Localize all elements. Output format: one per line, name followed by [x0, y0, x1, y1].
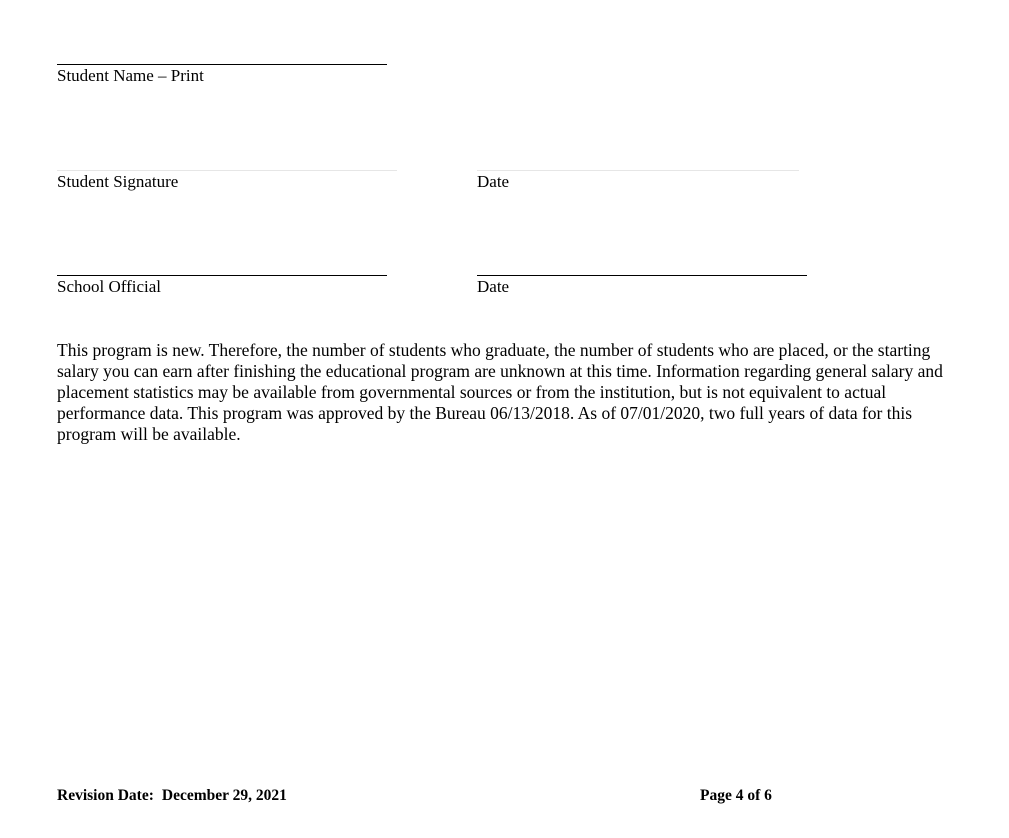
revision-date-value: December 29, 2021	[161, 787, 287, 804]
student-signature-label: Student Signature	[57, 172, 179, 191]
official-date-label: Date	[477, 277, 510, 296]
school-official-label: School Official	[57, 277, 162, 296]
student-date-label: Date	[477, 172, 510, 191]
program-notice-paragraph: This program is new. Therefore, the number of students who graduate, the number of students who are placed, or the starting salary you can earn after finishing the educational program are unknown at this time. Information regarding general salary and placement statistics may be available from governmental sources or from the institution, but is not equivalent to actual performance data. This program was approved by the Bureau 06/13/2018. As of 07/01/2020, two full years of data for this program will be available.	[57, 340, 943, 444]
student-name-label: Student Name – Print	[57, 66, 204, 85]
page-number: Page 4 of 6	[700, 787, 772, 804]
revision-date	[57, 786, 287, 806]
revision-date-label: Revision Date:	[57, 787, 154, 804]
student-name-line[interactable]	[57, 64, 387, 65]
student-signature-line[interactable]	[57, 170, 397, 171]
official-date-line[interactable]	[477, 275, 807, 276]
student-date-line[interactable]	[477, 170, 799, 171]
school-official-line[interactable]	[57, 275, 387, 276]
